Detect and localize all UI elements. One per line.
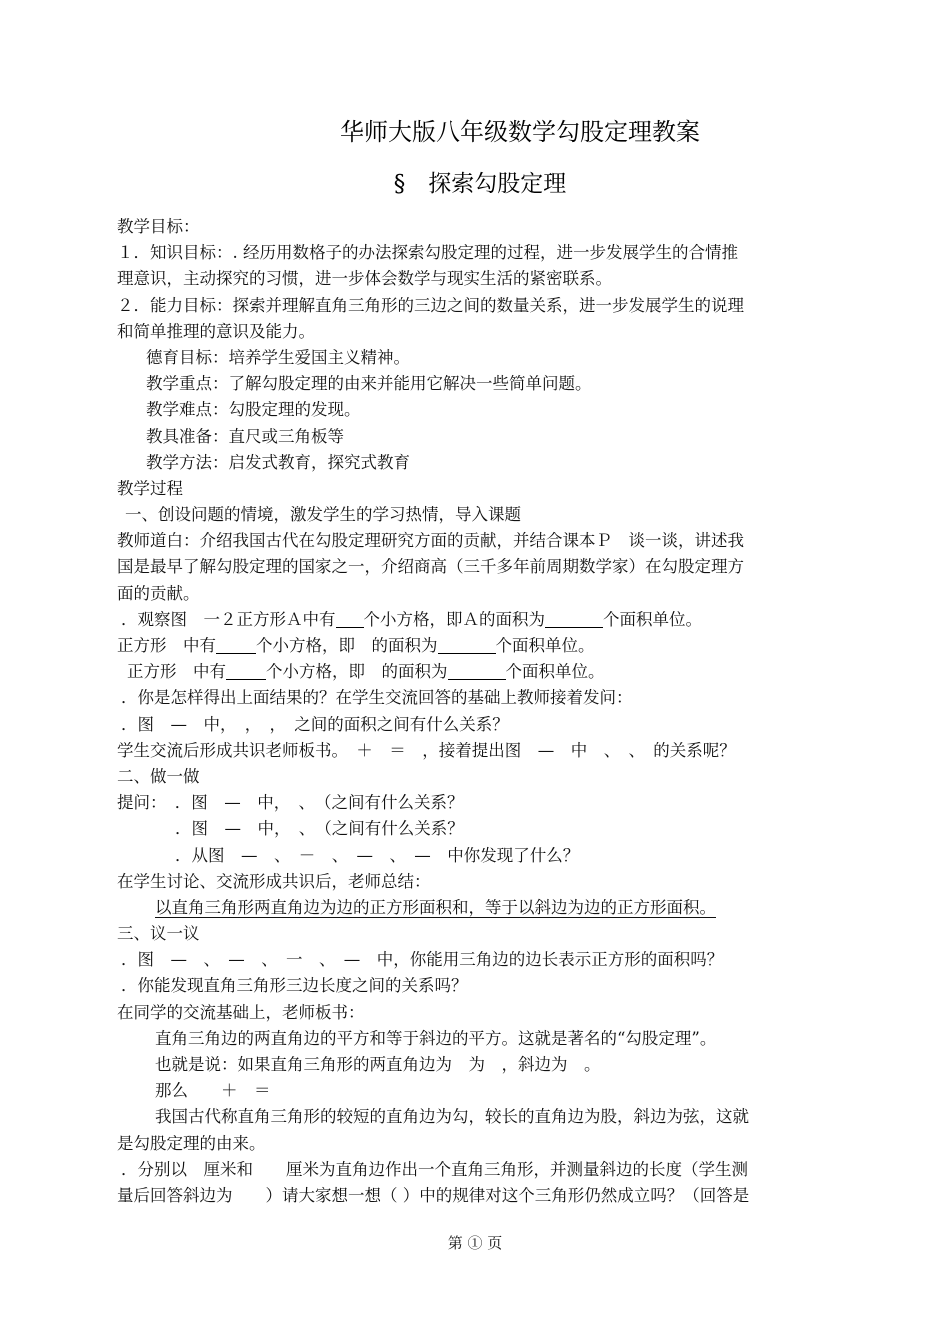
text-line: 国是最早了解勾股定理的国家之一，介绍商高（三千多年前周期数学家）在勾股定理方 bbox=[117, 557, 744, 577]
text-line: 教学方法：启发式教育，探究式教育 bbox=[146, 452, 410, 472]
fill-in-text: 正方形 中有 bbox=[127, 662, 226, 682]
text-line: ．你能发现直角三角形三边长度之间的关系吗？ bbox=[121, 976, 468, 996]
text-line: ．分别以 厘米和 厘米为直角边作出一个直角三角形，并测量斜边的长度（学生测 bbox=[121, 1159, 748, 1179]
text-line: 德育目标：培养学生爱国主义精神。 bbox=[146, 347, 410, 367]
fill-in-text: 个面积单位。 bbox=[603, 609, 702, 629]
fill-in-line bbox=[117, 633, 847, 659]
answer-blank bbox=[545, 610, 603, 628]
text-line: 面的贡献。 bbox=[117, 583, 200, 603]
text-line: 直角三角边的两直角边的平方和等于斜边的平方。这就是著名的“勾股定理”。 bbox=[155, 1028, 717, 1048]
section-title: § 探索勾股定理 bbox=[393, 171, 567, 197]
text-line: 理意识，主动探究的习惯，进一步体会数学与现实生活的紧密联系。 bbox=[117, 269, 612, 289]
fill-in-text: 个面积单位。 bbox=[495, 636, 595, 655]
text-line: 提问： ．图 — 中， 、 （之间有什么关系？ bbox=[117, 793, 464, 813]
fill-in-text: 个小方格，即 的面积为 bbox=[256, 636, 438, 655]
fill-in-line bbox=[117, 659, 847, 685]
text-line: 也就是说：如果直角三角形的两直角边为 为 ，斜边为 。 bbox=[155, 1055, 601, 1074]
text-line: 我国古代称直角三角形的较短的直角边为勾，较长的直角边为股，斜边为弦，这就 bbox=[155, 1107, 749, 1127]
text-line: 学生交流后形成共识老师板书。 ＋ ＝ ，接着提出图 — 中 、 、 的关系呢？ bbox=[117, 740, 736, 760]
answer-blank bbox=[216, 636, 256, 654]
fill-in-text: 个面积单位。 bbox=[505, 662, 605, 682]
fill-in-text: 个小方格，即Ａ的面积为 bbox=[363, 609, 545, 629]
text-line: ．图 — 、 — 、 一 、 — 中，你能用三角边的边长表示正方形的面积吗？ bbox=[121, 950, 724, 970]
text-line: 教学重点：了解勾股定理的由来并能用它解决一些简单问题。 bbox=[146, 374, 592, 394]
text-line: 教学难点：勾股定理的发现。 bbox=[146, 400, 361, 420]
text-line: 量后回答斜边为 ）请大家想一想（ ）中的规律对这个三角形仍然成立吗？（回答是 bbox=[117, 1185, 750, 1205]
text-line: 和简单推理的意识及能力。 bbox=[117, 321, 315, 341]
conclusion-line bbox=[117, 895, 847, 921]
text-line: 那么 ＋ ＝ bbox=[155, 1081, 271, 1101]
text-line: ．你是怎样得出上面结果的？在学生交流回答的基础上教师接着发问： bbox=[121, 688, 633, 708]
text-line: 教具准备：直尺或三角板等 bbox=[146, 426, 344, 446]
fill-in-text: 个小方格，即 的面积为 bbox=[266, 662, 448, 682]
underlined-conclusion: 以直角三角形两直角边为边的正方形面积和，等于以斜边为边的正方形面积。 bbox=[155, 897, 716, 917]
fill-in-line bbox=[117, 607, 847, 633]
page-number: 第 ① 页 bbox=[447, 1234, 503, 1252]
text-line: 在同学的交流基础上，老师板书： bbox=[117, 1002, 365, 1022]
answer-blank bbox=[336, 610, 364, 628]
document-body bbox=[117, 214, 847, 1209]
text-line: ２．能力目标：探索并理解直角三角形的三边之间的数量关系，进一步发展学生的说理 bbox=[117, 295, 744, 315]
text-line: 教学目标： bbox=[117, 217, 200, 236]
text-line: 是勾股定理的由来。 bbox=[117, 1133, 266, 1153]
answer-blank bbox=[448, 662, 506, 680]
answer-blank bbox=[226, 662, 266, 680]
fill-in-text: ．观察图 一２正方形Ａ中有 bbox=[121, 609, 336, 629]
answer-blank bbox=[438, 636, 496, 654]
text-line: 教学过程 bbox=[117, 478, 183, 498]
text-line: ．图 — 中， ， ， 之间的面积之间有什么关系？ bbox=[121, 714, 509, 734]
text-line: 一、创设问题的情境，激发学生的学习热情，导入课题 bbox=[125, 505, 521, 525]
text-line: 教师道白：介绍我国古代在勾股定理研究方面的贡献，并结合课本Ｐ 谈一谈，讲述我 bbox=[117, 531, 744, 551]
text-line: １．知识目标：. 经历用数格子的办法探索勾股定理的过程，进一步发展学生的合情推 bbox=[117, 243, 738, 263]
document-title: 华师大版八年级数学勾股定理教案 bbox=[340, 118, 700, 146]
text-line: ．图 — 中， 、 （之间有什么关系？ bbox=[175, 819, 464, 839]
fill-in-text: 正方形 中有 bbox=[117, 636, 216, 655]
text-line: ．从图 — 、 － 、 — 、 — 中你发现了什么？ bbox=[175, 845, 580, 865]
text-line: 三、议一议 bbox=[117, 924, 200, 944]
text-line: 在学生讨论、交流形成共识后，老师总结： bbox=[117, 871, 431, 891]
text-line: 二、做一做 bbox=[117, 766, 200, 786]
